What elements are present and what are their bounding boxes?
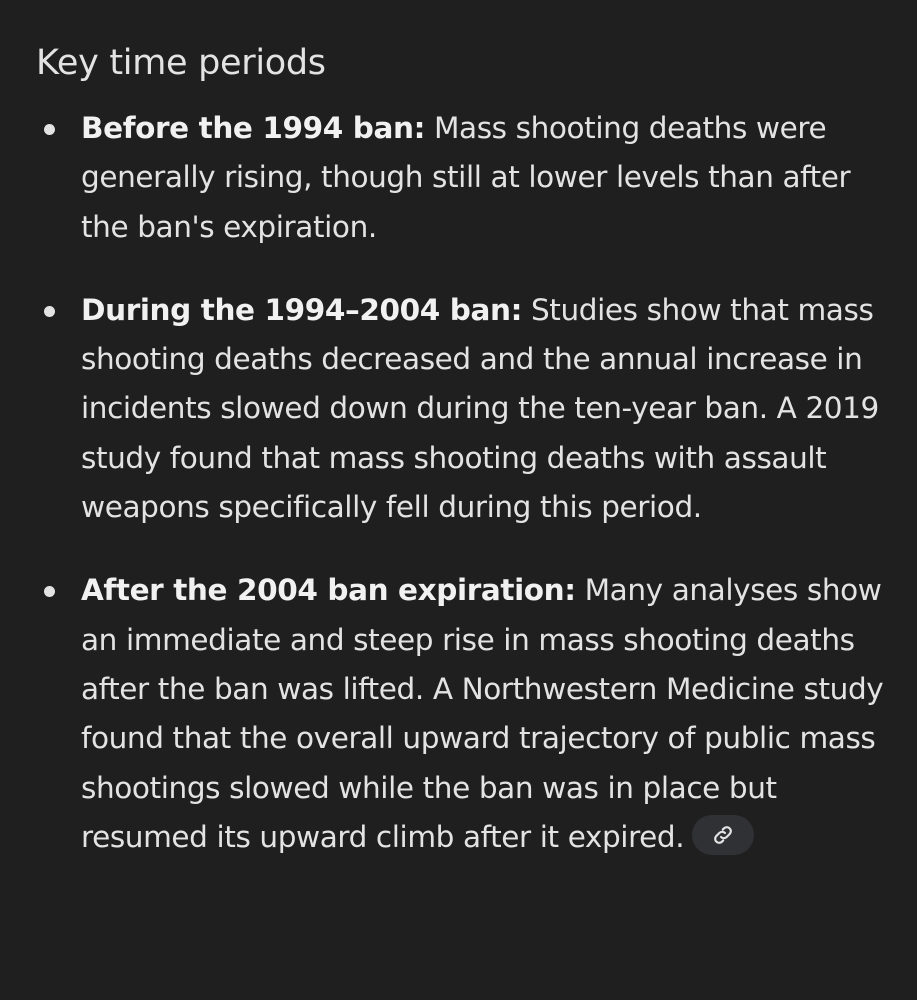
bullet-icon bbox=[44, 124, 55, 135]
period-term: During the 1994–2004 ban: bbox=[81, 292, 522, 327]
period-term: Before the 1994 ban: bbox=[81, 111, 425, 145]
period-term: After the 2004 ban expiration: bbox=[81, 573, 576, 608]
period-description: Many analyses show an immediate and steep rise in mass shooting deaths after the ban was lifted. A Northwestern Medicine study found that the overall upward trajectory of public mass shootings slowed while the ban was in place but resumed its upward climb after it expired. bbox=[81, 573, 884, 854]
period-description: Mass shooting deaths were generally rising, though still at lower levels than after the ban's expiration. bbox=[81, 111, 851, 244]
list-item-after-ban bbox=[36, 566, 889, 862]
link-icon bbox=[711, 823, 735, 847]
list-item-before-ban bbox=[36, 104, 889, 252]
bullet-icon bbox=[44, 586, 55, 597]
list-item-during-ban bbox=[36, 286, 889, 532]
section-heading: Key time periods bbox=[36, 43, 326, 83]
period-description: Studies show that mass shooting deaths decreased and the annual increase in incidents slowed down during the ten-year ban. A 2019 study found that mass shooting deaths with assault weapons specifically fell during this period. bbox=[81, 292, 879, 525]
source-link-button[interactable] bbox=[692, 815, 754, 855]
time-periods-list bbox=[36, 104, 889, 862]
bullet-icon bbox=[44, 306, 55, 317]
